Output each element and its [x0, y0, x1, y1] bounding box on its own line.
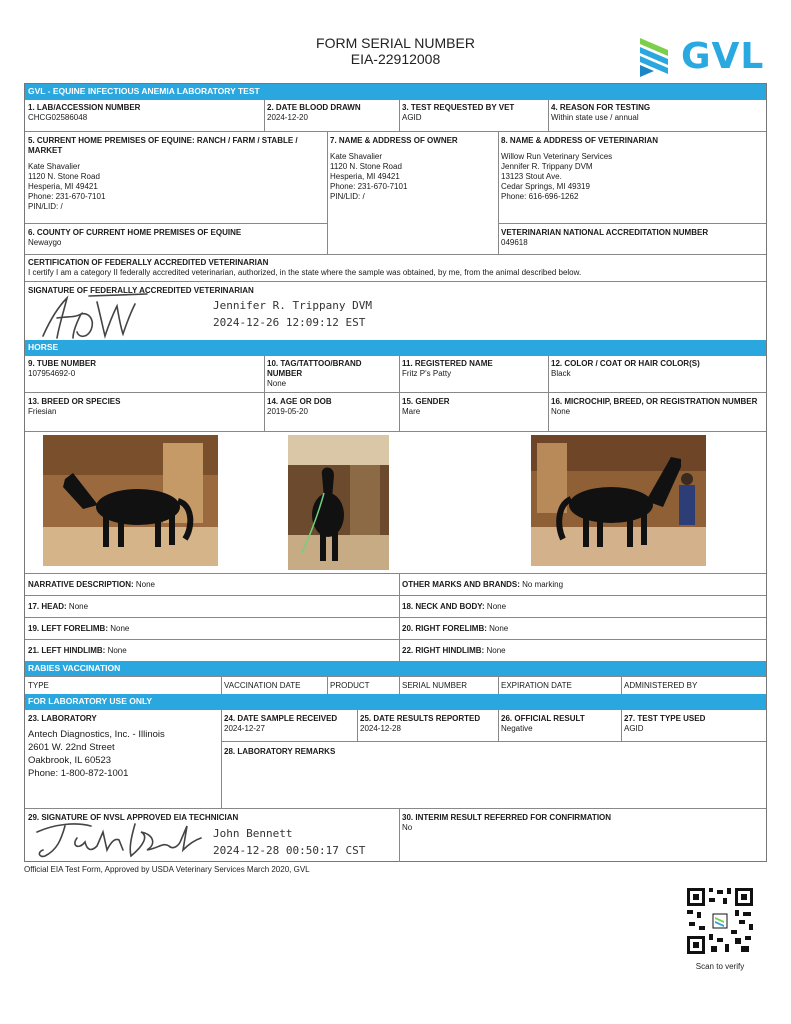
owner-city: Hesperia, MI 49421: [330, 172, 400, 181]
owner-name: Kate Shavalier: [330, 152, 383, 161]
field-value: None: [110, 624, 130, 633]
field-value: None: [135, 580, 155, 589]
field-narrative: [25, 578, 399, 592]
field-owner: [327, 134, 498, 204]
field-label: 2. DATE BLOOD DRAWN: [267, 103, 361, 112]
field-right-hindlimb: [399, 644, 766, 658]
field-gender: [399, 395, 548, 419]
field-label: 28. LABORATORY REMARKS: [224, 747, 336, 756]
field-label: 10. TAG/TATTOO/BRAND NUMBER: [267, 359, 362, 378]
tech-signature-drawing: [31, 816, 211, 862]
rabies-col-serial-number: [399, 679, 498, 693]
field-label: 29. SIGNATURE OF NVSL APPROVED EIA TECHNICIAN: [28, 813, 239, 822]
field-county: [25, 226, 327, 250]
field-value: None: [486, 646, 506, 655]
lab-name: Antech Diagnostics, Inc. - Illinois: [28, 729, 165, 740]
field-laboratory-remarks: [221, 745, 766, 759]
field-label: 6. COUNTY OF CURRENT HOME PREMISES OF EQUINE: [28, 228, 242, 237]
field-date-results-reported: [357, 712, 498, 736]
field-label: 24. DATE SAMPLE RECEIVED: [224, 714, 338, 723]
field-value: Within state use / annual: [551, 113, 639, 122]
lab-city: Oakbrook, IL 60523: [28, 755, 112, 766]
field-date-sample-received: [221, 712, 357, 736]
field-value: CHCG02586048: [28, 113, 88, 122]
field-value: Friesian: [28, 407, 57, 416]
lab-phone: Phone: 1-800-872-1001: [28, 768, 129, 779]
certification-text: I certify I am a category II federally accredited veterinarian, authorized, in the state where the sample was obtained, by me, from the animal described below.: [28, 268, 582, 277]
field-label: 20. RIGHT FORELIMB:: [402, 624, 487, 633]
vet-city: Cedar Springs, MI 49319: [501, 182, 590, 191]
field-tag-number: [264, 357, 399, 391]
field-value: 2024-12-20: [267, 113, 308, 122]
field-value: 2019-05-20: [267, 407, 308, 416]
column-header: EXPIRATION DATE: [501, 681, 572, 690]
field-right-forelimb: [399, 622, 766, 636]
field-vet-accreditation: [498, 226, 766, 250]
section-main-title: GVL - EQUINE INFECTIOUS ANEMIA LABORATORY TEST: [25, 84, 766, 99]
field-value: No marking: [522, 580, 564, 589]
field-label: 14. AGE OR DOB: [267, 397, 332, 406]
field-label: 16. MICROCHIP, BREED, OR REGISTRATION NUMBER: [551, 397, 758, 406]
tech-signature-timestamp: 2024-12-28 00:50:17 CST: [213, 844, 366, 857]
field-value: Mare: [402, 407, 421, 416]
premises-phone: Phone: 231-670-7101: [28, 192, 106, 201]
lab-street: 2601 W. 22nd Street: [28, 742, 115, 753]
field-label: NARRATIVE DESCRIPTION:: [28, 580, 134, 589]
field-laboratory: [25, 712, 221, 782]
field-label: 13. BREED OR SPECIES: [28, 397, 121, 406]
field-label: 22. RIGHT HINDLIMB:: [402, 646, 485, 655]
column-header: TYPE: [28, 681, 49, 690]
field-label: 27. TEST TYPE USED: [624, 714, 706, 723]
field-date-blood-drawn: [264, 101, 399, 125]
field-value: 2024-12-28: [360, 724, 401, 733]
owner-street: 1120 N. Stone Road: [330, 162, 402, 171]
qr-caption: Scan to verify: [695, 962, 745, 971]
vet-signature-timestamp: 2024-12-26 12:09:12 EST: [213, 316, 366, 329]
field-reason-for-testing: [548, 101, 766, 125]
column-header: PRODUCT: [330, 681, 370, 690]
field-label: 30. INTERIM RESULT REFERRED FOR CONFIRMATION: [402, 813, 612, 822]
field-label: 1. LAB/ACCESSION NUMBER: [28, 103, 141, 112]
field-value: 049618: [501, 238, 528, 247]
premises-street: 1120 N. Stone Road: [28, 172, 100, 181]
section-lab-title: FOR LABORATORY USE ONLY: [25, 694, 766, 709]
field-value: None: [489, 624, 509, 633]
horse-photo-left-side: [43, 435, 218, 566]
form-serial-title: FORM SERIAL NUMBER: [316, 35, 475, 51]
vet-name: Jennifer R. Trippany DVM: [501, 162, 593, 171]
form-serial-number: EIA-22912008: [350, 51, 441, 67]
field-tube-number: [25, 357, 264, 381]
field-label: CERTIFICATION OF FEDERALLY ACCREDITED VETERINARIAN: [28, 258, 269, 267]
gvl-logo: [638, 36, 770, 78]
field-value: AGID: [624, 724, 644, 733]
field-left-hindlimb: [25, 644, 399, 658]
field-value: None: [267, 379, 287, 388]
premises-pin: PIN/LID: /: [28, 202, 63, 211]
field-label: 26. OFFICIAL RESULT: [501, 714, 585, 723]
field-label: 17. HEAD:: [28, 602, 67, 611]
gvl-logo-text: GVL: [681, 36, 765, 77]
field-label: 7. NAME & ADDRESS OF OWNER: [330, 136, 458, 145]
vet-phone: Phone: 616-696-1262: [501, 192, 579, 201]
eia-test-form: [24, 83, 767, 862]
column-header: ADMINISTERED BY: [624, 681, 698, 690]
field-value: None: [68, 602, 89, 611]
field-value: None: [486, 602, 507, 611]
vet-signature-drawing: [37, 288, 167, 342]
field-label: 18. NECK AND BODY:: [402, 602, 485, 611]
vet-practice: Willow Run Veterinary Services: [501, 152, 613, 161]
field-label: 25. DATE RESULTS REPORTED: [360, 714, 481, 723]
field-color: [548, 357, 766, 381]
field-label: VETERINARIAN NATIONAL ACCREDITATION NUMBER: [501, 228, 709, 237]
horse-photo-right-side: [531, 435, 706, 566]
rabies-col-type: [25, 679, 221, 693]
field-breed: [25, 395, 264, 419]
field-test-type-used: [621, 712, 766, 736]
field-value: Black: [551, 369, 571, 378]
form-footer-text: Official EIA Test Form, Approved by USDA Veterinary Services March 2020, GVL: [24, 865, 310, 874]
owner-phone: Phone: 231-670-7101: [330, 182, 408, 191]
field-value: Newaygo: [28, 238, 62, 247]
vet-signature-name: Jennifer R. Trippany DVM: [213, 299, 372, 312]
field-label: OTHER MARKS AND BRANDS:: [402, 580, 520, 589]
field-head: [25, 600, 399, 614]
field-value: 2024-12-27: [224, 724, 265, 733]
field-age-dob: [264, 395, 399, 419]
field-label: 21. LEFT HINDLIMB:: [28, 646, 106, 655]
field-label: 8. NAME & ADDRESS OF VETERINARIAN: [501, 136, 659, 145]
field-label: 4. REASON FOR TESTING: [551, 103, 651, 112]
column-header: SERIAL NUMBER: [402, 681, 468, 690]
field-label: 9. TUBE NUMBER: [28, 359, 97, 368]
field-interim-result: [399, 811, 766, 835]
field-other-marks: [399, 578, 766, 592]
tech-signature-name: John Bennett: [213, 827, 293, 840]
field-label: 3. TEST REQUESTED BY VET: [402, 103, 515, 112]
section-horse-title: HORSE: [25, 340, 766, 355]
field-lab-accession: [25, 101, 264, 125]
field-value: Fritz P's Patty: [402, 369, 452, 378]
field-value: None: [551, 407, 571, 416]
field-microchip: [548, 395, 766, 419]
field-value: AGID: [402, 113, 422, 122]
field-neck-body: [399, 600, 766, 614]
field-label: 12. COLOR / COAT OR HAIR COLOR(S): [551, 359, 700, 368]
field-home-premises: [25, 134, 327, 214]
rabies-col-product: [327, 679, 399, 693]
column-header: VACCINATION DATE: [224, 681, 301, 690]
field-value: No: [402, 823, 413, 832]
field-value: Negative: [501, 724, 533, 733]
field-label: 23. LABORATORY: [28, 714, 97, 723]
field-label: 19. LEFT FORELIMB:: [28, 624, 108, 633]
field-label: 5. CURRENT HOME PREMISES OF EQUINE: RANCH / FARM / STABLE / MARKET: [28, 136, 298, 155]
field-label: 15. GENDER: [402, 397, 450, 406]
qr-code-icon[interactable]: [685, 886, 755, 956]
owner-pin: PIN/LID: /: [330, 192, 365, 201]
field-official-result: [498, 712, 621, 736]
rabies-col-expiration-date: [498, 679, 621, 693]
field-veterinarian: [498, 134, 766, 204]
horse-photo-front: [288, 435, 389, 570]
field-certification: [25, 256, 766, 280]
rabies-col-vaccination-date: [221, 679, 327, 693]
field-registered-name: [399, 357, 548, 381]
field-value: None: [107, 646, 127, 655]
premises-city: Hesperia, MI 49421: [28, 182, 98, 191]
rabies-col-administered-by: [621, 679, 766, 693]
field-left-forelimb: [25, 622, 399, 636]
field-label: SIGNATURE OF FEDERALLY ACCREDITED VETERINARIAN: [28, 286, 254, 295]
section-rabies-title: RABIES VACCINATION: [25, 661, 766, 676]
field-label: 11. REGISTERED NAME: [402, 359, 493, 368]
gvl-logo-icon: [638, 36, 678, 78]
vet-street: 13123 Stout Ave.: [501, 172, 562, 181]
premises-name: Kate Shavalier: [28, 162, 81, 171]
field-test-requested: [399, 101, 548, 125]
field-value: 107954692-0: [28, 369, 76, 378]
